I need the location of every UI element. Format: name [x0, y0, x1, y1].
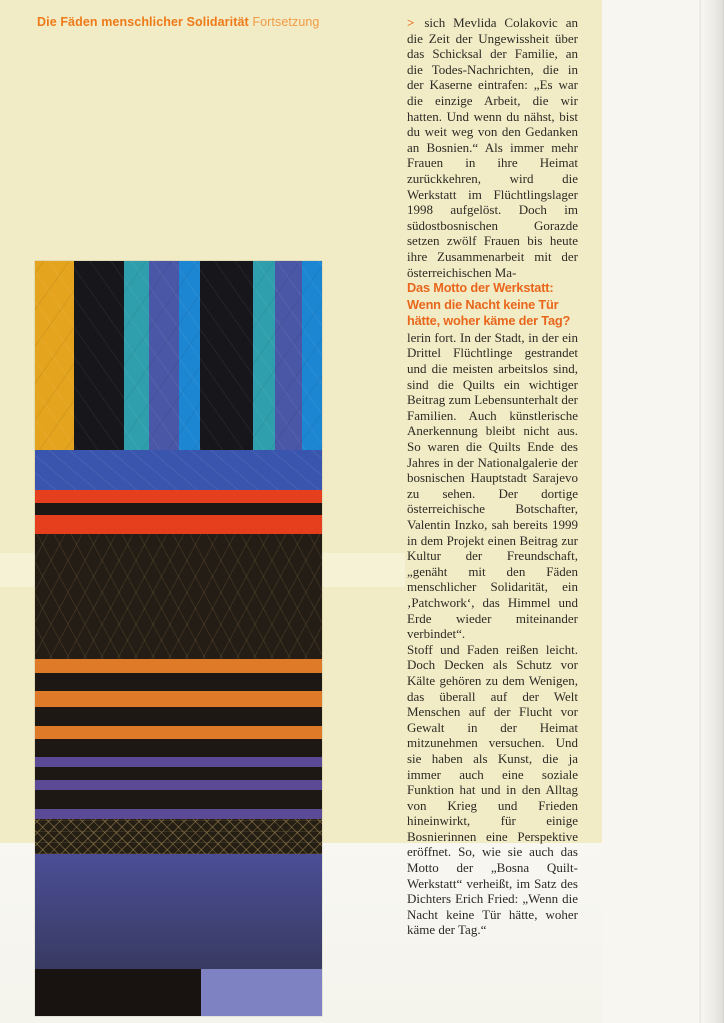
quilt-stripe-black: [74, 261, 124, 450]
quilt-band-red-orange: [35, 515, 322, 534]
quilt-stripe-indigo: [149, 261, 179, 450]
quilt-band-purple: [35, 757, 322, 767]
quilt-periwinkle-block: [201, 969, 322, 1016]
quilt-band-orange: [35, 659, 322, 673]
article-column: [407, 15, 578, 938]
quilt-band-black: [35, 767, 322, 780]
quilt-photo: [35, 261, 322, 1016]
paragraph-1-text: sich Mevlida Colakovic an die Zeit der Ungewissheit über das Schicksal der Familie, an die Todes-Nachrichten, die in der Kaserne eintrafen: „Es war die einzige Arbeit, die wir hatten. Und wenn du nähst, bist du weit weg von den Gedanken an Bosnien.“ Als immer mehr Frauen in ihre Heimat zurückkehren, wird die Werkstatt im Flüchtlingslager 1998 aufgelöst. Doch im südostbosnischen Gorazde setzen zwölf Frauen bis heute ihre Zusammenarbeit mit der österreichischen Ma-: [407, 15, 579, 280]
quilt-band-bottom-split: [35, 969, 322, 1016]
quilt-stripe-azure: [302, 261, 322, 450]
pull-quote: Das Motto der Werkstatt: Wenn die Nacht keine Tür hätte, woher käme der Tag?: [407, 280, 571, 329]
article-paragraph-3: Stoff und Faden reißen leicht. Doch Decken als Schutz vor Kälte gehören zu dem Wenigen, das überall auf der Welt Menschen auf der Flucht vor Gewalt in der Heimat mitzunehmen versuchen. Und sie haben als Kunst, die ja immer auch eine soziale Funktion hat und in den Alltag von Krieg und Frieden hineinwirkt, für einige Bosnierinnen eine Perspektive eröffnet. So, wie sie auch das Motto der „Bosna Quilt-Werkstatt“ verheißt, im Satz des Dichters Erich Fried: „Wenn die Nacht keine Tür hätte, woher käme der Tag.“: [407, 641, 578, 938]
quilt-band-red-orange: [35, 490, 322, 503]
quilt-stripe-teal: [253, 261, 275, 450]
quilt-band-blue-violet: [35, 854, 322, 969]
quilt-band-black: [35, 707, 322, 726]
article-paragraph-2: lerin fort. In der Stadt, in der ein Drittel Flüchtlinge gestrandet und die meisten arbeitslos sind, sind die Quilts ein wichtiger Beitrag zum Lebensunterhalt der Familien. Auch künstlerische Anerkennung bleibt nicht aus. So waren die Quilts Ende des Jahres in der Nationalgalerie der bosnischen Hauptstadt Sarajevo zu sehen. Der dortige österreichische Botschafter, Valentin Inzko, sah bereits 1999 in dem Projekt einen Beitrag zur Kultur der Freundschaft, „genäht mit den Fäden menschlicher Solidarität, ein ‚Patchwork‘, das Himmel und Erde wieder miteinander verbindet“.: [407, 329, 578, 642]
running-head-suffix: Fortsetzung: [252, 15, 320, 29]
running-head-title: Die Fäden menschlicher Solidarität: [37, 15, 249, 29]
quilt-stripe-indigo: [275, 261, 302, 450]
page-edge-shadow: [700, 0, 724, 1023]
quilt-band-black: [35, 739, 322, 757]
quilt-black-block: [35, 969, 201, 1016]
quilt-stripe-teal: [124, 261, 149, 450]
quilt-vertical-stripes: [35, 261, 322, 450]
article-paragraph-1: [407, 15, 578, 280]
quilt-band-orange: [35, 726, 322, 739]
quilt-stripe-azure: [179, 261, 200, 450]
quilt-band-royal-blue: [35, 450, 322, 490]
quilt-band-black-embroidered: [35, 819, 322, 854]
quilt-horizontal-bands: [35, 450, 322, 1016]
running-head: [37, 15, 319, 30]
quilt-band-black: [35, 503, 322, 515]
quilt-band-black: [35, 673, 322, 691]
quilt-band-purple: [35, 809, 322, 819]
quilt-stripe-gold: [35, 261, 74, 450]
quilt-band-orange: [35, 691, 322, 707]
continuation-marker: >: [407, 15, 415, 30]
quilt-stripe-black: [200, 261, 253, 450]
quilt-band-black-diamond: [35, 534, 322, 659]
quilt-band-purple: [35, 780, 322, 790]
quilt-band-black: [35, 790, 322, 809]
